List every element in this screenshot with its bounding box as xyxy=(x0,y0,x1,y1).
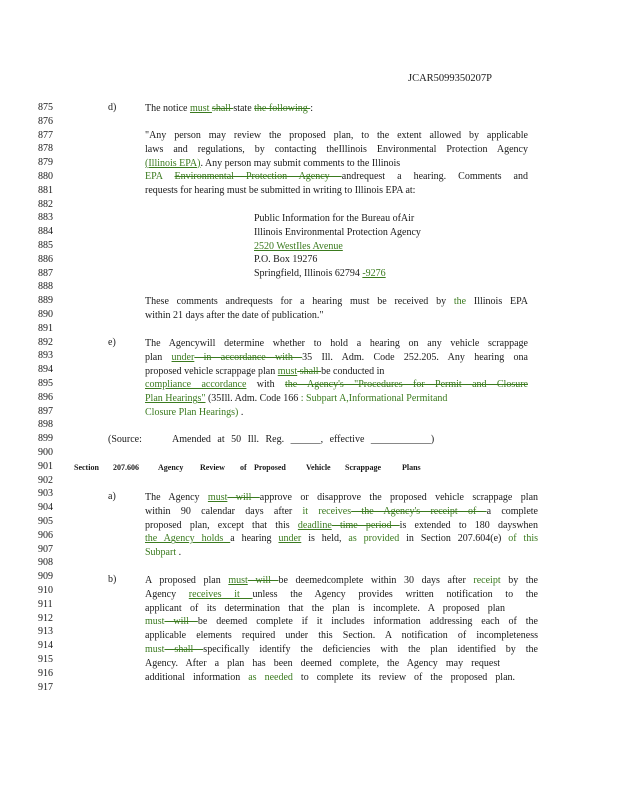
paragraph-d-intro: The notice must shall state the following : xyxy=(145,103,314,114)
line-number: 905 xyxy=(38,516,53,527)
line-number: 909 xyxy=(38,571,53,583)
line-number: 895 xyxy=(38,378,53,389)
line-number: 887 xyxy=(38,267,53,279)
section-title-plans: Plans xyxy=(402,463,421,472)
paragraph-a: The Agency must will approve or disapprove the proposed vehicle scrappage plan within 90 calendar days after it receives the Agency's receipt of a complete proposed plan, except that this deadline time period is extended to 180 dayswhen the Agency holds a hearing under is held, as provided in Section 207.604(e) of this Subpart . xyxy=(145,492,539,559)
paragraph-label-b: b) xyxy=(108,574,117,585)
section-title-vehicle: Vehicle xyxy=(306,463,331,472)
line-number: 879 xyxy=(38,157,53,169)
public-notice-quote: "Any person may review the proposed plan, to the extent allowed by applicable laws and regulations, by contacting theIllinois Environmental Protection Agency (Illinois EPA). Any person may submit comments to the Illinois EPA Environmental Protection Agency andrequest a hearing. Comments and requests for hearing must be submitted in writing to Illinois EPA at: xyxy=(145,130,528,197)
line-number: 878 xyxy=(38,143,53,155)
line-number: 902 xyxy=(38,474,53,486)
line-number: 881 xyxy=(38,184,53,196)
line-number: 886 xyxy=(38,253,53,265)
section-word: Section xyxy=(74,463,99,472)
line-number: 910 xyxy=(38,585,53,596)
line-number: 897 xyxy=(38,405,53,417)
line-number: 884 xyxy=(38,226,53,238)
line-number: 900 xyxy=(38,447,53,458)
line-number: 888 xyxy=(38,281,53,293)
line-number: 912 xyxy=(38,612,53,624)
agency-address: Public Information for the Bureau ofAir Illinois Environmental Protection Agency 2520 WestIles Avenue P.O. Box 19276 Springfield, Illinois 62794 -9276 xyxy=(254,213,421,280)
line-number: 875 xyxy=(38,102,53,113)
line-number: 904 xyxy=(38,502,53,514)
notice-closing: These comments andrequests for a hearing must be received by the Illinois EPA within 21 days after the date of publication." xyxy=(145,296,528,321)
section-title-review: Review xyxy=(200,463,225,472)
line-number: 916 xyxy=(38,667,53,679)
section-title-proposed: Proposed xyxy=(254,463,286,472)
line-number: 906 xyxy=(38,529,53,541)
source-label: (Source: xyxy=(108,434,142,445)
paragraph-b: A proposed plan must will be deemedcomplete within 30 days after receipt by the Agency receives it unless the Agency provides written notification to the applicant of its determination that the plan is incomplete. A proposed plan must will be deemed complete if it includes information addressing each of the applicable elements required under this Section. A notification of incompleteness must shall specifically identify the deficiencies with the plan identified by the Agency. After a plan has been deemed complete, the Agency may request additional information as needed to complete its review of the proposed plan. xyxy=(145,575,538,683)
line-number: 903 xyxy=(38,488,53,500)
section-title-of: of xyxy=(240,463,247,472)
paragraph-label-d: d) xyxy=(108,102,117,113)
line-number: 911 xyxy=(38,598,53,610)
section-title-scrappage: Scrappage xyxy=(345,463,381,472)
line-number: 908 xyxy=(38,557,53,569)
line-number: 891 xyxy=(38,322,53,334)
section-number: 207.606 xyxy=(113,463,139,472)
paragraph-label-e: e) xyxy=(108,337,116,348)
line-number: 877 xyxy=(38,129,53,141)
document-header-code: JCAR5099350207P xyxy=(408,73,493,84)
line-number: 896 xyxy=(38,391,53,403)
line-number: 876 xyxy=(38,115,53,127)
line-number: 892 xyxy=(38,336,53,348)
line-number: 882 xyxy=(38,198,53,210)
section-title-agency: Agency xyxy=(158,463,184,472)
line-number: 885 xyxy=(38,240,53,251)
line-number: 893 xyxy=(38,350,53,362)
line-number: 899 xyxy=(38,433,53,445)
line-number: 915 xyxy=(38,654,53,665)
line-number: 883 xyxy=(38,212,53,224)
line-number: 913 xyxy=(38,626,53,638)
line-number: 917 xyxy=(38,681,53,693)
line-number: 890 xyxy=(38,309,53,320)
line-number: 898 xyxy=(38,419,53,431)
source-note: Amended at 50 Ill. Reg. ______, effective ____________) xyxy=(172,434,435,445)
paragraph-e: The Agencywill determine whether to hold a hearing on any vehicle scrappage plan under in accordance with 35 Ill. Adm. Code 252.205. Any hearing ona proposed vehicle scrappage plan must shall be conducted in compliance accordance with the Agency's "Procedures for Permit and Closure Plan Hearings" (35Ill. Adm. Code 166 : Subpart A,Informational Permitand Closure Plan Hearings) . xyxy=(145,338,528,418)
line-number: 901 xyxy=(38,460,53,472)
line-number: 880 xyxy=(38,171,53,182)
line-number: 907 xyxy=(38,543,53,555)
line-number: 914 xyxy=(38,640,53,652)
paragraph-label-a: a) xyxy=(108,491,116,502)
line-number: 889 xyxy=(38,295,53,307)
line-number: 894 xyxy=(38,364,53,376)
